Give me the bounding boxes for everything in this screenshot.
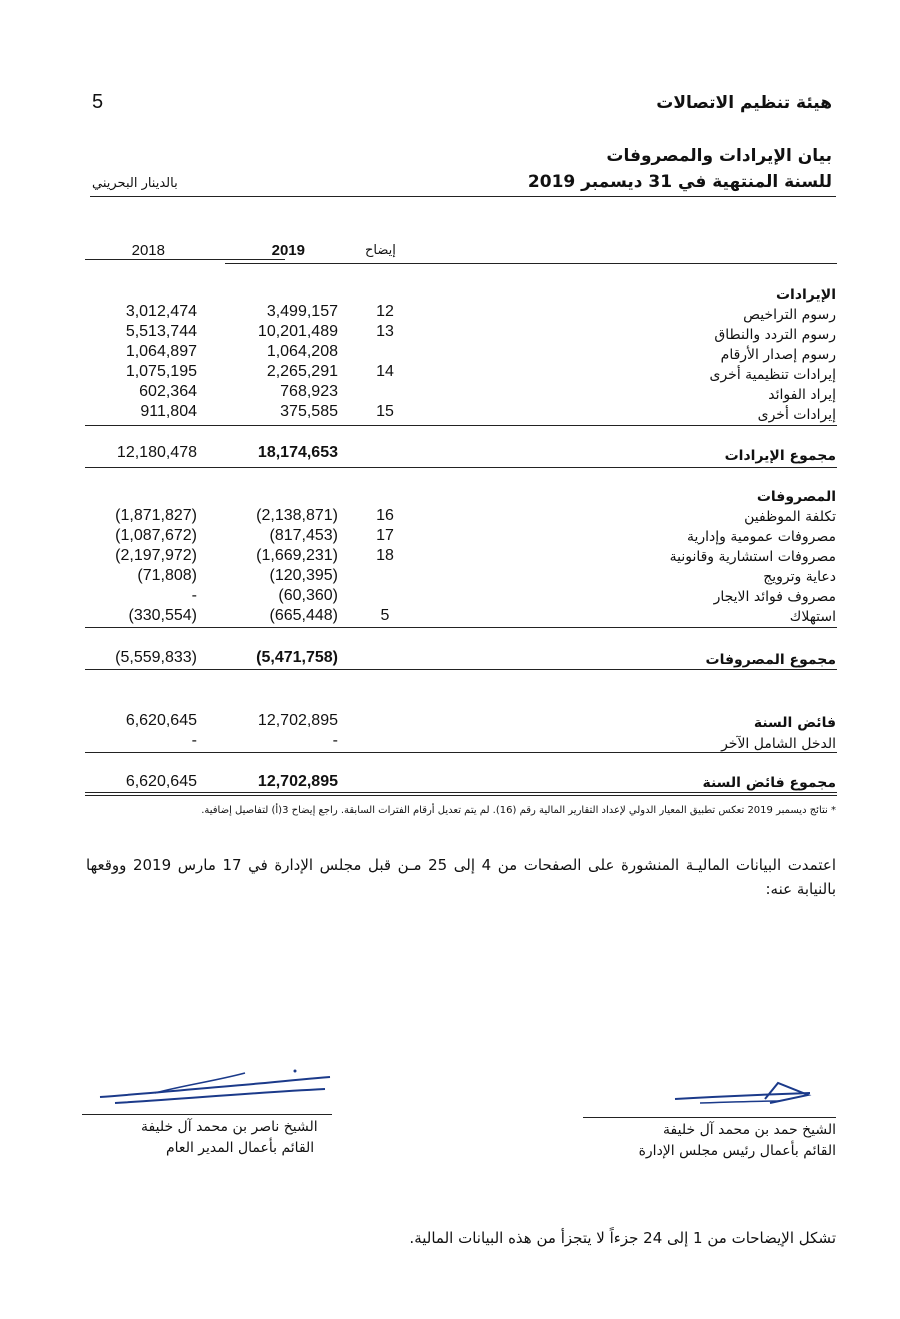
header-rule — [90, 196, 836, 197]
row-note: 14 — [376, 363, 394, 380]
signature-right-line — [583, 1117, 836, 1118]
expenses-heading: المصروفات — [756, 489, 836, 505]
row-2019: (665,448) — [269, 607, 338, 624]
total-label: مجموع الإيرادات — [724, 448, 836, 464]
expense-subtotal-rule — [85, 627, 837, 628]
row-note: 12 — [376, 303, 394, 320]
row-2018: (330,554) — [128, 607, 197, 624]
oci-2018: - — [191, 732, 197, 749]
row-2018: (1,087,672) — [115, 527, 197, 544]
row-note: 16 — [376, 507, 394, 524]
row-2019: (817,453) — [269, 527, 338, 544]
row-2019: (1,669,231) — [256, 547, 338, 564]
row-2018: 5,513,744 — [125, 323, 197, 340]
row-label: تكلفة الموظفين — [744, 509, 836, 525]
row-2018: 1,075,195 — [125, 363, 197, 380]
row-2018: (1,871,827) — [115, 507, 197, 524]
surplus-label: فائض السنة — [753, 715, 836, 731]
col-2018-header: 2018 — [131, 242, 165, 259]
row-2018: (2,197,972) — [115, 547, 197, 564]
surplus-2019: 12,702,895 — [257, 712, 338, 729]
total-surplus-2018: 6,620,645 — [125, 773, 197, 790]
row-2019: 2,265,291 — [266, 363, 338, 380]
footnote: * نتائج ديسمبر 2019 تعكس تطبيق المعيار الدولي لإعداد التقارير المالية رقم (16). لم يتم تعديل أرقام الفترات السابقة. راجع إيضاح 3(أ) لتفاصيل إضافية. — [201, 805, 836, 816]
row-2019: 768,923 — [280, 383, 338, 400]
org-name: هيئة تنظيم الاتصالات — [656, 93, 832, 113]
signature-left-image — [95, 1063, 335, 1111]
total-label: مجموع المصروفات — [705, 652, 836, 668]
total-2019: 18,174,653 — [257, 444, 338, 461]
signature-right-image — [670, 1077, 820, 1111]
approval-text: اعتمدت البيانات الماليـة المنشورة على الصفحات من 4 إلى 25 مـن قبل مجلس الإدارة في 17 مارس 2019 ووقعها بالنيابة عنه: — [86, 856, 837, 898]
signature-left-line — [82, 1114, 332, 1115]
row-note: 13 — [376, 323, 394, 340]
row-note: 5 — [380, 607, 390, 624]
col-rule-2018 — [85, 259, 285, 260]
surplus-2018: 6,620,645 — [125, 712, 197, 729]
row-label: إيراد الفوائد — [768, 387, 836, 403]
revenue-total-rule — [85, 467, 837, 468]
row-label: رسوم التراخيص — [743, 307, 836, 323]
total-surplus-rule-2 — [85, 795, 837, 796]
total-surplus-rule-1 — [85, 792, 837, 793]
row-2019: (60,360) — [278, 587, 338, 604]
row-label: رسوم التردد والنطاق — [714, 327, 836, 343]
expense-total-rule — [85, 669, 837, 670]
row-label: رسوم إصدار الأرقام — [720, 347, 836, 363]
total-2019: (5,471,758) — [256, 649, 338, 666]
bottom-note: تشكل الإيضاحات من 1 إلى 24 جزءاً لا يتجزأ من هذه البيانات المالية. — [409, 1229, 836, 1247]
row-2019: 10,201,489 — [257, 323, 338, 340]
row-note: 15 — [376, 403, 394, 420]
row-2019: 375,585 — [280, 403, 338, 420]
row-note: 18 — [376, 547, 394, 564]
row-2019: (120,395) — [269, 567, 338, 584]
statement-title: بيان الإيرادات والمصروفات — [606, 146, 832, 166]
total-surplus-2019: 12,702,895 — [257, 773, 338, 790]
row-label: دعاية وترويج — [763, 569, 836, 585]
row-label: استهلاك — [789, 609, 836, 625]
row-2018: 911,804 — [140, 403, 197, 420]
total-2018: 12,180,478 — [116, 444, 197, 461]
revenue-subtotal-rule — [85, 425, 837, 426]
total-surplus-label: مجموع فائض السنة — [702, 775, 836, 791]
row-2018: (71,808) — [137, 567, 197, 584]
row-label: إيرادات تنظيمية أخرى — [709, 367, 836, 383]
signature-right-name: الشيخ حمد بن محمد آل خليفة — [663, 1122, 836, 1138]
signature-right-title: القائم بأعمال رئيس مجلس الإدارة — [638, 1143, 836, 1159]
row-2018: 602,364 — [139, 383, 197, 400]
row-label: مصروف فوائد الايجار — [713, 589, 836, 605]
row-2019: 3,499,157 — [266, 303, 338, 320]
row-2019: (2,138,871) — [256, 507, 338, 524]
currency-note: بالدينار البحريني — [92, 176, 178, 191]
page-number: 5 — [92, 91, 104, 113]
revenues-heading: الإيرادات — [775, 287, 836, 303]
oci-label: الدخل الشامل الآخر — [721, 736, 836, 752]
total-2018: (5,559,833) — [115, 649, 197, 666]
row-label: مصروفات استشارية وقانونية — [669, 549, 836, 565]
row-2018: - — [191, 587, 197, 604]
row-label: مصروفات عمومية وإدارية — [686, 529, 836, 545]
statement-period: للسنة المنتهية في 31 ديسمبر 2019 — [527, 172, 832, 192]
signature-left-title: القائم بأعمال المدير العام — [166, 1140, 315, 1156]
signature-left-name: الشيخ ناصر بن محمد آل خليفة — [141, 1119, 318, 1135]
row-2018: 3,012,474 — [125, 303, 197, 320]
row-2018: 1,064,897 — [125, 343, 197, 360]
row-note: 17 — [376, 527, 394, 544]
col-note-header: إيضاح — [365, 243, 396, 258]
col-rule-main — [225, 263, 837, 264]
oci-2019: - — [332, 732, 338, 749]
surplus-rule — [85, 752, 837, 753]
row-2019: 1,064,208 — [266, 343, 338, 360]
col-2019-header: 2019 — [271, 242, 305, 259]
row-label: إيرادات أخرى — [757, 407, 836, 423]
